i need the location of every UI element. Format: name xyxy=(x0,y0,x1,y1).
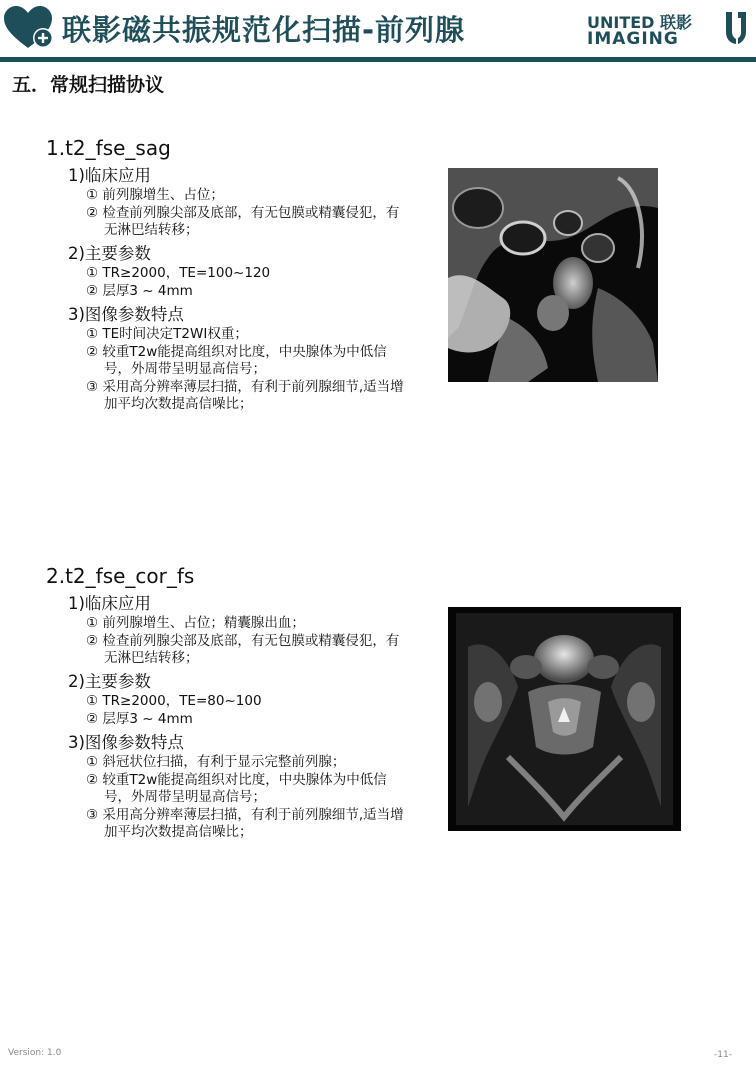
group-heading: 1)临床应用 xyxy=(68,594,151,613)
group-heading: 3)图像参数特点 xyxy=(68,733,184,752)
version-label: Version: 1.0 xyxy=(8,1048,62,1058)
list-item: ② 层厚3 ~ 4mm xyxy=(86,283,193,299)
mri-coronal-graphic xyxy=(448,607,681,831)
mri-sagittal-graphic xyxy=(448,168,658,382)
list-item: ② 较重T2w能提高组织对比度，中央腺体为中低信号，外周带呈明显高信号； xyxy=(86,772,387,805)
group-heading: 1)临床应用 xyxy=(68,166,151,185)
protocol-title: 1.t2_fse_sag xyxy=(46,136,171,160)
brand-logo xyxy=(587,10,751,50)
list-item: ② 检查前列腺尖部及底部，有无包膜或精囊侵犯，有无淋巴结转移； xyxy=(86,205,400,238)
protocol-title: 2.t2_fse_cor_fs xyxy=(46,564,195,588)
list-item: ① TE时间决定T2WI权重； xyxy=(86,326,248,342)
list-item: ① 前列腺增生、占位；精囊腺出血； xyxy=(86,615,305,631)
list-item: ② 检查前列腺尖部及底部，有无包膜或精囊侵犯，有无淋巴结转移； xyxy=(86,633,400,666)
page-title: 联影磁共振规范化扫描-前列腺 xyxy=(62,13,466,47)
mri-sagittal-image xyxy=(448,168,658,382)
group-heading: 2)主要参数 xyxy=(68,244,151,263)
page-number: -11- xyxy=(714,1050,732,1060)
group-heading: 3)图像参数特点 xyxy=(68,305,184,324)
page-header xyxy=(0,0,756,58)
mri-coronal-image xyxy=(448,607,681,831)
heart-plus-icon xyxy=(2,4,54,52)
list-item: ① TR≥2000，TE=100~120 xyxy=(86,265,271,281)
list-item: ② 层厚3 ~ 4mm xyxy=(86,711,193,727)
protocol-block-sag xyxy=(46,136,426,414)
brand-name-line1: UNITED 联影 xyxy=(587,13,693,32)
brand-name-line2: IMAGING xyxy=(587,29,679,49)
section-title: 五．常规扫描协议 xyxy=(12,74,165,96)
list-item: ① 前列腺增生、占位； xyxy=(86,187,224,203)
group-heading: 2)主要参数 xyxy=(68,672,151,691)
list-item: ② 较重T2w能提高组织对比度，中央腺体为中低信号，外周带呈明显高信号； xyxy=(86,344,387,377)
protocol-block-cor xyxy=(46,564,426,842)
brand-mark-icon xyxy=(723,10,749,46)
header-divider xyxy=(0,57,756,62)
list-item: ① TR≥2000，TE=80~100 xyxy=(86,693,262,709)
list-item: ① 斜冠状位扫描，有利于显示完整前列腺； xyxy=(86,754,346,770)
list-item: ③ 采用高分辨率薄层扫描，有利于前列腺细节,适当增加平均次数提高信噪比； xyxy=(86,379,404,412)
list-item: ③ 采用高分辨率薄层扫描，有利于前列腺细节,适当增加平均次数提高信噪比； xyxy=(86,807,404,840)
